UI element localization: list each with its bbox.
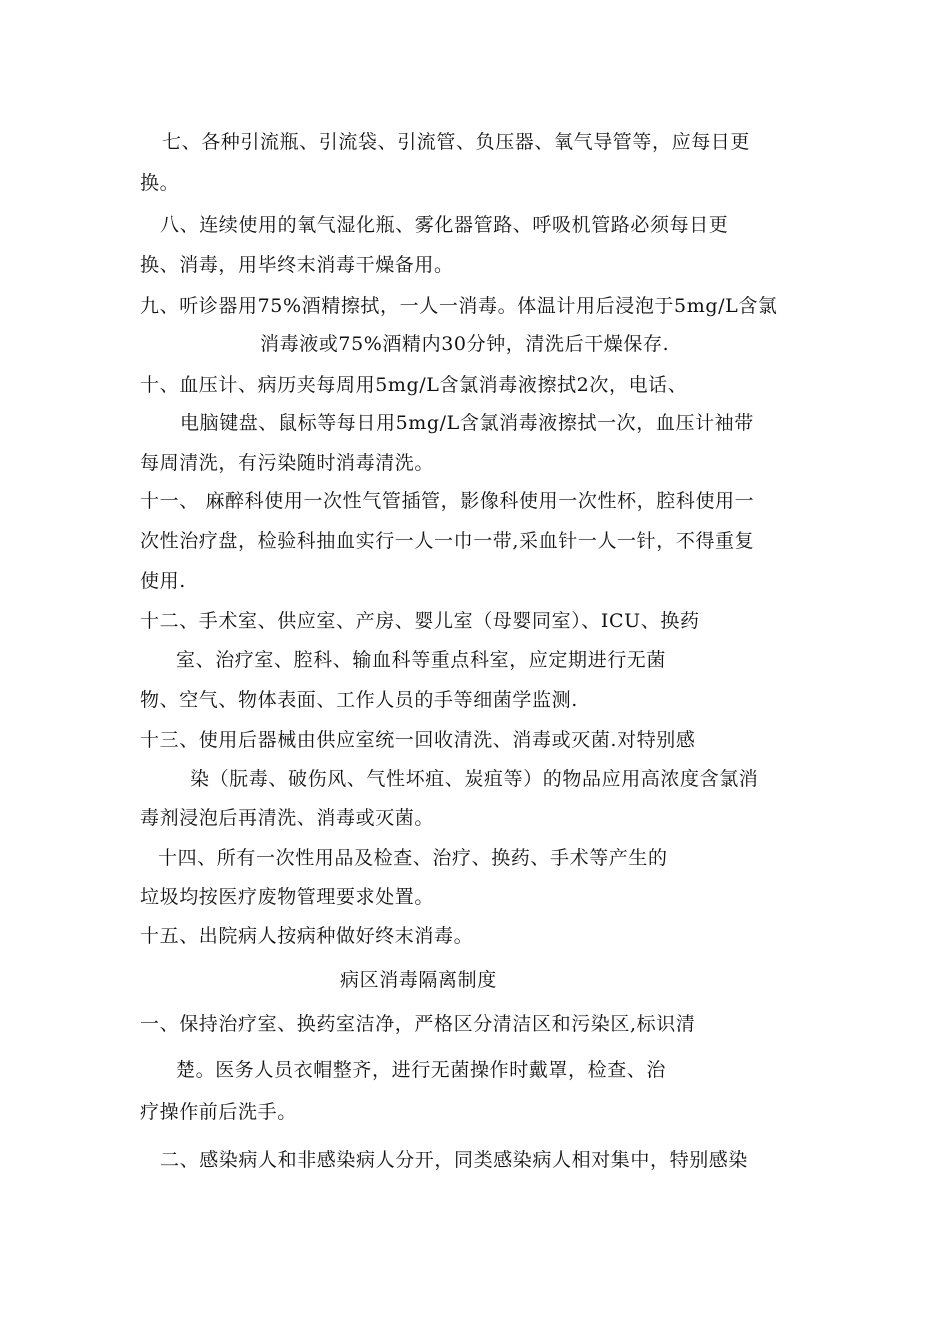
- text-line: 电脑键盘、鼠标等每日用5mg/L含氯消毒液擦拭一次，血压计袖带: [180, 412, 754, 434]
- text-line: 物、空气、物体表面、工作人员的手等细菌学监测.: [140, 689, 578, 711]
- text-line: 二、感染病人和非感染病人分开，同类感染病人相对集中，特别感染: [160, 1149, 749, 1171]
- text-line: 十一、 麻醉科使用一次性气管插管，影像科使用一次性杯，腔科使用一: [140, 490, 755, 512]
- text-line: 换。: [140, 172, 180, 194]
- text-line: 十二、手术室、供应室、产房、婴儿室（母婴同室）、ICU、换药: [140, 610, 700, 632]
- text-line: 次性治疗盘，检验科抽血实行一人一巾一带,采血针一人一针，不得重复: [140, 530, 755, 552]
- text-line: 十五、出院病人按病种做好终末消毒。: [140, 925, 474, 947]
- text-line: 九、听诊器用75%酒精擦拭，一人一消毒。体温计用后浸泡于5mg/L含氯: [140, 295, 778, 317]
- text-line: 消毒液或75%酒精内30分钟，清洗后干燥保存.: [260, 333, 670, 355]
- text-line: 换、消毒，用毕终末消毒干燥备用。: [140, 254, 454, 276]
- text-line: 楚。医务人员衣帽整齐，进行无菌操作时戴罩，检查、治: [176, 1059, 667, 1081]
- text-line: 室、治疗室、腔科、输血科等重点科室，应定期进行无菌: [176, 649, 667, 671]
- text-line: 疗操作前后洗手。: [140, 1101, 297, 1123]
- text-line: 染（朊毒、破伤风、气性坏疽、炭疽等）的物品应用高浓度含氯消: [190, 768, 759, 790]
- text-line: 十三、使用后器械由供应室统一回收清洗、消毒或灭菌.对特别感: [140, 729, 696, 751]
- section-title: 病区消毒隔离制度: [340, 969, 497, 991]
- text-line: 七、各种引流瓶、引流袋、引流管、负压器、氧气导管等，应每日更: [162, 131, 751, 153]
- text-line: 十四、所有一次性用品及检查、治疗、换药、手术等产生的: [158, 847, 668, 869]
- text-line: 垃圾均按医疗废物管理要求处置。: [140, 886, 435, 908]
- text-line: 十、血压计、病历夹每周用5mg/L含氯消毒液擦拭2次，电话、: [140, 374, 688, 396]
- text-line: 八、连续使用的氧气湿化瓶、雾化器管路、呼吸机管路必须每日更: [160, 214, 729, 236]
- text-line: 毒剂浸泡后再清洗、消毒或灭菌。: [140, 807, 435, 829]
- text-line: 每周清洗，有污染随时消毒清洗。: [140, 452, 435, 474]
- text-line: 一、保持治疗室、换药室洁净，严格区分清洁区和污染区,标识清: [140, 1013, 696, 1035]
- text-line: 使用.: [140, 570, 186, 592]
